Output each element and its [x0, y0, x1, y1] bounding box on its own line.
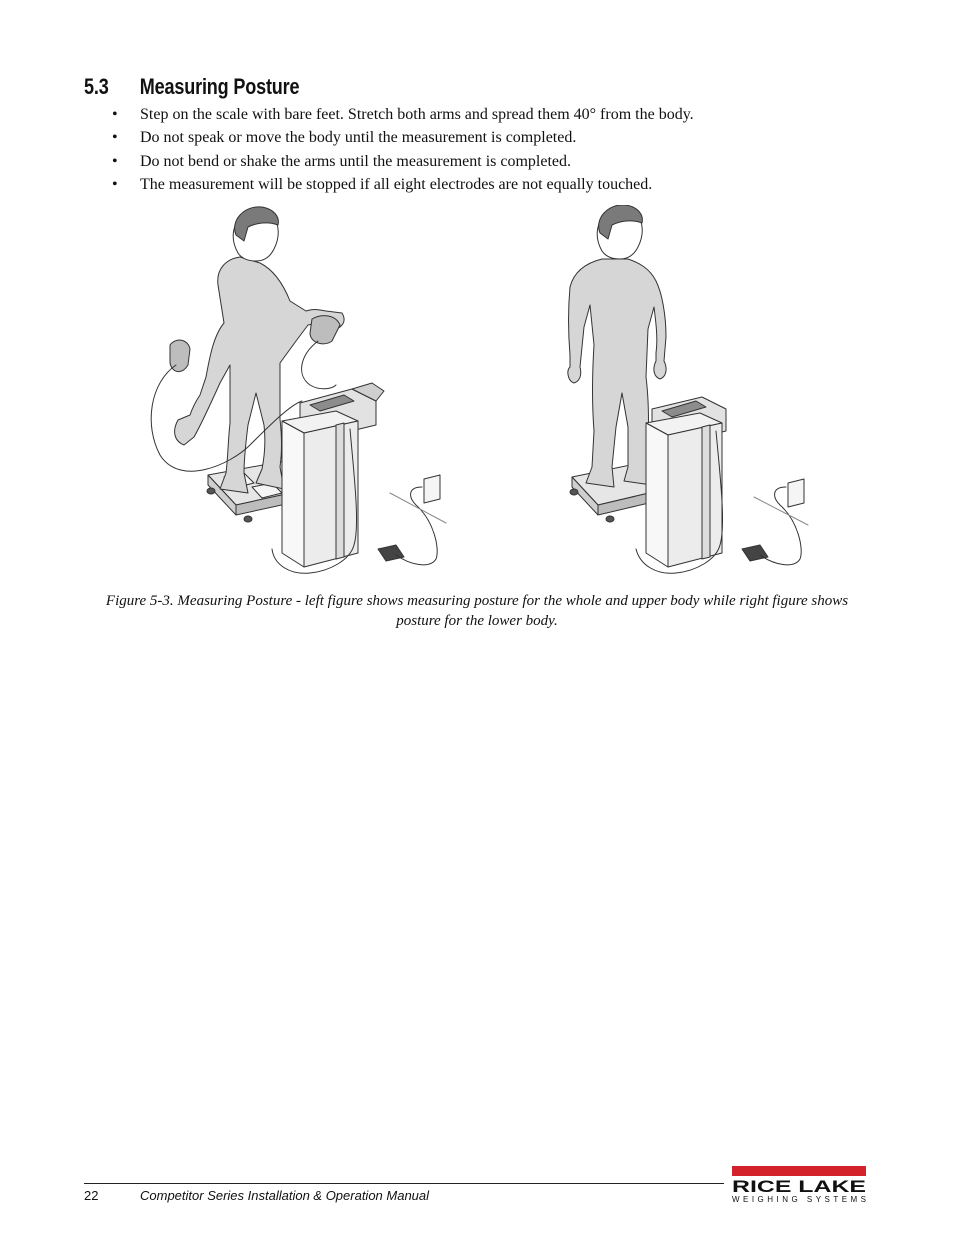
bullet-icon: •	[112, 106, 118, 123]
list-item: • Do not speak or move the body until the measurement is completed.	[112, 126, 694, 149]
footer-rule	[84, 1183, 724, 1184]
list-item: • The measurement will be stopped if all eight electrodes are not equally touched.	[112, 173, 694, 196]
posture-illustration	[140, 205, 820, 585]
electrode-cable	[302, 341, 336, 389]
instruction-list	[112, 103, 694, 196]
bullet-icon: •	[112, 152, 118, 170]
section-title: Measuring Posture	[139, 74, 300, 99]
bullet-icon: •	[112, 129, 118, 147]
logo-text: RICE LAKE	[732, 1177, 866, 1196]
power-adapter-icon	[378, 545, 404, 561]
left-posture-figure	[151, 207, 446, 573]
right-posture-figure	[568, 205, 808, 573]
section-number: 5.3	[84, 74, 109, 99]
person-head-icon	[233, 207, 278, 261]
hand-electrode-icon	[310, 316, 340, 344]
column-stand-icon	[282, 411, 358, 567]
page-number: 22	[84, 1188, 99, 1203]
bullet-icon: •	[112, 175, 118, 193]
person-head-icon	[597, 205, 642, 259]
figure-caption: Figure 5-3. Measuring Posture - left figure shows measuring posture for the whole and upper body while right figure shows posture for the lower body.	[105, 593, 849, 629]
power-adapter-icon	[742, 545, 768, 561]
power-outlet-icon	[788, 479, 804, 507]
list-item: • Step on the scale with bare feet. Stretch both arms and spread them 40° from the body.	[112, 103, 694, 126]
manual-title: Competitor Series Installation & Operation Manual	[140, 1188, 430, 1203]
column-stand-icon	[646, 413, 722, 567]
power-outlet-icon	[424, 475, 440, 503]
logo-subtext: WEIGHING SYSTEMS	[732, 1195, 866, 1204]
section-heading	[84, 74, 299, 100]
rice-lake-logo	[730, 1165, 870, 1205]
list-item: • Do not bend or shake the arms until the measurement is completed.	[112, 150, 694, 173]
